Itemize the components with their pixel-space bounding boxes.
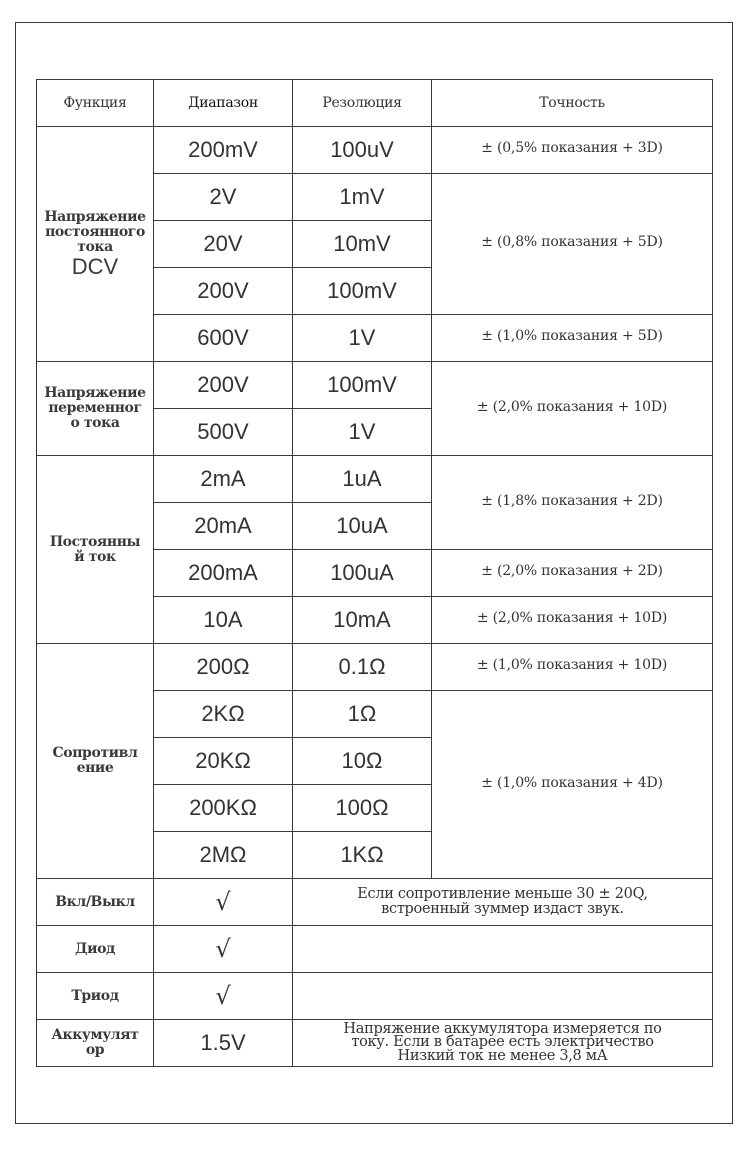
function-label-line: ение [76,760,114,776]
resolution-cell: 100mV [293,268,432,315]
resolution-cell: 10mA [293,597,432,644]
note-line: Если сопротивление меньше 30 ± 20Q, [357,886,648,902]
resolution-cell: 100mV [293,362,432,409]
accuracy-cell: ± (1,8% показания + 2D) [432,456,713,550]
check-icon: √ [154,879,293,926]
resolution-cell: 10Ω [293,738,432,785]
function-dcv [37,127,154,362]
note-line: току. Если в батарее есть электричество [351,1034,654,1051]
function-diode: Диод [37,926,154,973]
accuracy-cell: ± (2,0% показания + 2D) [432,550,713,597]
resolution-cell: 10mV [293,221,432,268]
header-row [37,80,713,127]
resolution-cell: 100uA [293,550,432,597]
table-row [37,973,713,1020]
function-label-line: Напряжение [44,385,146,401]
resolution-cell: 1V [293,409,432,456]
multimeter-spec-table [36,79,713,1067]
function-dca [37,456,154,644]
triode-note [293,973,713,1020]
header-accuracy: Точность [432,80,713,127]
table-row [37,456,713,503]
table-row [37,1020,713,1067]
accuracy-cell: ± (0,8% показания + 5D) [432,174,713,315]
range-cell: 2KΩ [154,691,293,738]
note-line: встроенный зуммер издаст звук. [381,901,624,917]
resolution-cell: 1mV [293,174,432,221]
table-row [37,879,713,926]
range-cell: 2MΩ [154,832,293,879]
resolution-cell: 1Ω [293,691,432,738]
range-cell: 200V [154,268,293,315]
function-label-line: переменног [48,400,142,416]
range-cell: 20V [154,221,293,268]
function-label-line: Аккумулят [51,1027,139,1043]
resolution-cell: 100uV [293,127,432,174]
function-label-line: тока [77,238,113,255]
function-label-line: постоянного [45,223,145,240]
resolution-cell: 1uA [293,456,432,503]
resolution-cell: 0.1Ω [293,644,432,691]
range-cell: 20mA [154,503,293,550]
range-cell: 2mA [154,456,293,503]
table-row [37,127,713,174]
range-cell: 600V [154,315,293,362]
function-battery [37,1020,154,1067]
range-cell: 10A [154,597,293,644]
range-cell: 200mA [154,550,293,597]
header-function: Функция [37,80,154,127]
accuracy-cell: ± (2,0% показания + 10D) [432,362,713,456]
table-row [37,644,713,691]
note-line: Напряжение аккумулятора измеряется по [343,1020,662,1037]
continuity-note [293,879,713,926]
header-resolution: Резолюция [293,80,432,127]
accuracy-cell: ± (1,0% показания + 4D) [432,691,713,879]
header-range: Диапазон [154,80,293,127]
range-cell: 200Ω [154,644,293,691]
resolution-cell: 1KΩ [293,832,432,879]
table-row [37,926,713,973]
accuracy-cell: ± (1,0% показания + 5D) [432,315,713,362]
function-label-line: Сопротивл [52,745,138,761]
function-label-line: ор [85,1042,105,1058]
accuracy-cell: ± (1,0% показания + 10D) [432,644,713,691]
function-continuity: Вкл/Выкл [37,879,154,926]
accuracy-cell: ± (0,5% показания + 3D) [432,127,713,174]
function-resistance [37,644,154,879]
table-row [37,362,713,409]
accuracy-cell: ± (2,0% показания + 10D) [432,597,713,644]
function-label-line: о тока [70,415,120,431]
range-cell: 200V [154,362,293,409]
range-cell: 20KΩ [154,738,293,785]
note-line: Низкий ток не менее 3,8 мА [397,1047,608,1064]
function-label-line: Напряжение [44,208,146,225]
function-unit: DCV [71,253,119,279]
diode-note [293,926,713,973]
range-cell: 500V [154,409,293,456]
resolution-cell: 100Ω [293,785,432,832]
range-cell: 1.5V [154,1020,293,1067]
function-triode: Триод [37,973,154,1020]
check-icon: √ [154,926,293,973]
range-cell: 200KΩ [154,785,293,832]
function-label-line: Постоянны [49,533,141,550]
range-cell: 200mV [154,127,293,174]
battery-note [293,1020,713,1067]
range-cell: 2V [154,174,293,221]
resolution-cell: 1V [293,315,432,362]
function-acv [37,362,154,456]
function-label-line: й ток [74,548,116,565]
check-icon: √ [154,973,293,1020]
resolution-cell: 10uA [293,503,432,550]
